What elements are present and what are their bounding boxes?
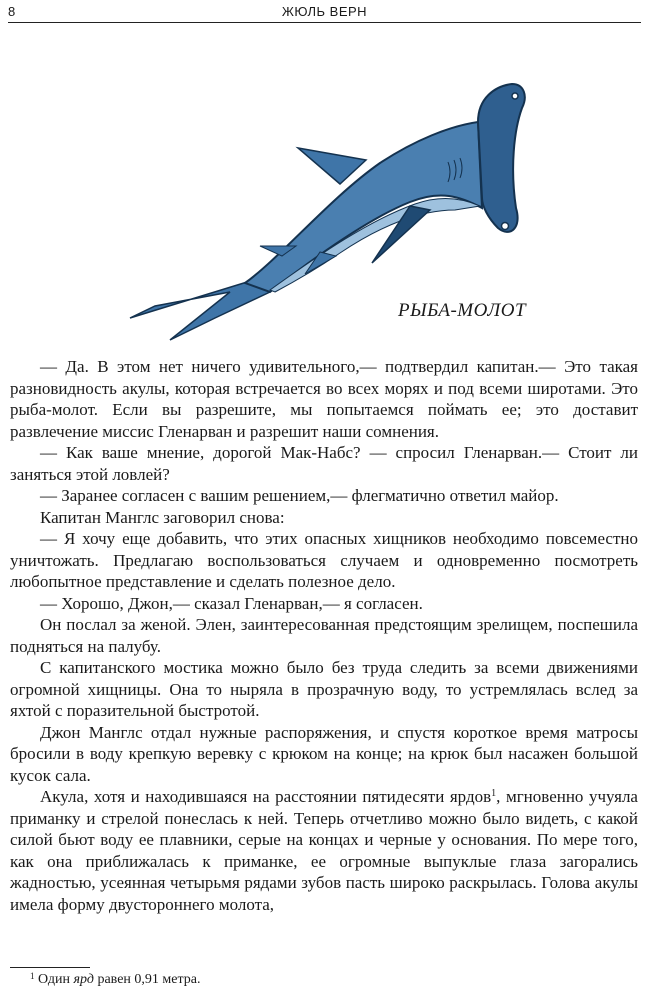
footnote-text-start: Один [34,972,74,987]
footnote-reference[interactable]: 1 [491,788,497,799]
paragraph: — Я хочу еще добавить, что этих опасных хищников необходимо повсеместно уничтожать. Предлагаю воспользоваться случаем и одновременно посмотреть любопытное представление и сделать полезное дело. [10,529,638,591]
shark-eye-top [512,93,518,99]
running-header [8,2,641,23]
footnote-divider [10,967,90,968]
paragraph: — Как ваше мнение, дорогой Мак-Набс? — спросил Гленарван.— Стоит ли заняться этой ловлей? [10,443,638,484]
paragraph-with-footnote [10,786,638,915]
illustration-caption: РЫБА-МОЛОТ [398,300,527,321]
paragraph: Джон Манглс отдал нужные распоряжения, и спустя короткое время матросы бросили в воду крепкую веревку с крюком на конце; на крюк был насажен большой кусок сала. [10,722,638,785]
paragraph: Он послал за женой. Элен, заинтересованная предстоящим зрелищем, поспешила подняться на палубу. [10,615,638,656]
footnote [30,972,200,988]
paragraph: — Хорошо, Джон,— сказал Гленарван,— я согласен. [40,593,423,613]
paragraph-text-end: , мгновенно учуяла приманку и стрелой понеслась к ней. Теперь отчетливо можно было видеть, с какой силой бьют воду ее плавники, серые на концах и черные у основания. По мере того, как она приближалась к приманке, ее огромные выпуклые глаза загорались жадностью, усеянная четырьмя рядами зубов пасть широко раскрылась. Голова акулы имела форму двустороннего молота, [10,787,638,914]
page-number: 8 [8,4,16,19]
body-text [10,356,638,915]
paragraph: С капитанского мостика можно было без труда следить за всеми движениями огромной хищницы. Она то ныряла в прозрачную воду, то устремлялась вслед за яхтой с поразительной быстротой. [10,658,638,720]
paragraph-text-start: Акула, хотя и находившаяся на расстоянии пятидесяти ярдов [40,787,492,806]
paragraph: — Да. В этом нет ничего удивительного,— подтвердил капитан.— Это такая разновидность акулы, которая встречается во всех морях и под всеми широтами. Это рыба-молот. Если вы разрешите, мы попытаемся поймать ее; это доставит развлечение миссис Гленарван и разрешит наши сомнения. [10,357,638,441]
footnote-italic-term: ярд [73,972,94,987]
paragraph: — Заранее согласен с вашим решением,— флегматично ответил майор. [40,486,559,505]
shark-dorsal-fin [298,148,366,184]
shark-eye-bottom [502,223,509,230]
shark-tail [130,278,270,340]
running-title: ЖЮЛЬ ВЕРН [281,4,368,19]
footnote-mark: 1 [30,971,35,981]
shark-hammer-head [478,84,525,232]
footnote-text-end: равен 0,91 метра. [93,972,201,987]
paragraph: Капитан Манглс заговорил снова: [40,507,285,527]
